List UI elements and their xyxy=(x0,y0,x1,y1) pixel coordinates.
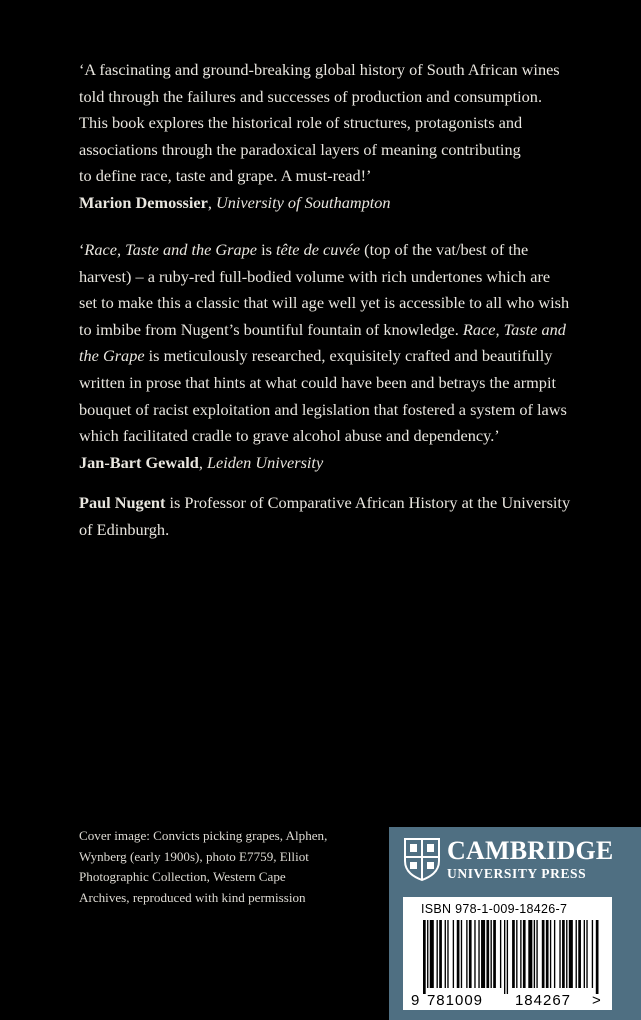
book-title: Race, Taste and xyxy=(462,319,566,339)
isbn-text: ISBN 978-1-009-18426-7 xyxy=(421,902,568,916)
barcode-bar xyxy=(445,920,446,988)
quote-2-line: written in prose that hints at what could have been and betrays the armpit xyxy=(79,372,556,392)
open-quote-mark: ‘ xyxy=(79,240,85,259)
bio-line xyxy=(79,490,599,517)
barcode-bar xyxy=(500,920,501,988)
quote-2-attribution: Jan-Bart Gewald, Leiden University xyxy=(79,452,324,472)
quote-2-affiliation: Leiden University xyxy=(206,452,324,472)
barcode-bar xyxy=(481,920,485,988)
barcode-bars xyxy=(423,920,599,994)
barcode-bar xyxy=(592,920,593,988)
quote-2-line xyxy=(79,343,599,370)
quote-2-author: Jan-Bart Gewald xyxy=(79,452,199,472)
barcode-bar xyxy=(550,920,551,988)
credit-line: Cover image: Convicts picking grapes, Alphen, xyxy=(79,828,328,843)
quote-1-author: Marion Demossier xyxy=(79,192,208,212)
cambridge-crest-icon xyxy=(403,837,441,881)
credit-line: Archives, reproduced with kind permission xyxy=(79,889,306,905)
barcode-bar xyxy=(569,920,573,988)
barcode-graphic xyxy=(409,920,609,1008)
barcode-bar xyxy=(491,920,492,988)
barcode-bar xyxy=(536,920,537,988)
barcode-bar xyxy=(534,920,535,988)
cover-image-credit xyxy=(79,826,379,908)
barcode-bar xyxy=(478,920,479,988)
quote-2-line: bouquet of racist exploitation and legislation that fostered a system of laws xyxy=(79,399,567,419)
barcode-bar xyxy=(546,920,549,988)
barcode-bar xyxy=(566,920,567,988)
barcode-bar xyxy=(507,920,508,994)
book-title: the Grape xyxy=(79,346,145,366)
barcode-bar xyxy=(542,920,545,988)
barcode-bar xyxy=(586,920,587,988)
publisher-name-line-2: UNIVERSITY PRESS xyxy=(447,866,587,881)
quote-1-line: associations through the paradoxical layers of meaning contributing xyxy=(79,139,521,159)
barcode-bar xyxy=(576,920,577,988)
barcode-bar xyxy=(461,920,462,988)
barcode-bar xyxy=(447,920,448,988)
barcode-bar xyxy=(430,920,434,988)
barcode-bar xyxy=(474,920,475,988)
quote-1-line: This book explores the historical role of structures, protagonists and xyxy=(79,113,523,133)
quote-2-line: set to make this a classic that will age well yet is accessible to all who wish xyxy=(79,293,570,313)
quote-1-affiliation: University of Southampton xyxy=(216,192,391,212)
credit-line: Photographic Collection, Western Cape xyxy=(79,869,286,884)
quote-2-line xyxy=(79,317,599,344)
barcode-bar xyxy=(486,920,489,988)
publisher-panel xyxy=(389,827,641,1020)
barcode-bar xyxy=(512,920,515,988)
author-bio xyxy=(79,490,599,543)
quote-2-line: which facilitated cradle to grave alcohol abuse and dependency.’ xyxy=(79,426,500,446)
publisher-name-line-1: CAMBRIDGE xyxy=(447,836,614,865)
author-name: Paul Nugent xyxy=(79,493,166,512)
bio-line: of Edinburgh. xyxy=(79,519,170,539)
barcode-bar xyxy=(423,920,426,994)
barcode-bar xyxy=(457,920,460,988)
barcode-bar xyxy=(437,920,438,988)
quote-1-line: ‘A fascinating and ground-breaking global history of South African wines xyxy=(79,60,560,79)
barcode-bar xyxy=(427,920,428,988)
isbn-barcode xyxy=(403,897,612,1010)
barcode-digits-left: 781009 xyxy=(426,992,484,1008)
barcode-bar xyxy=(516,920,517,988)
barcode-bar xyxy=(578,920,581,988)
quote-2-text: to imbibe from Nugent’s bountiful fountain of knowledge. xyxy=(79,319,463,339)
barcode-bar xyxy=(439,920,442,988)
barcode-bar xyxy=(559,920,560,988)
barcode-bar xyxy=(596,920,599,994)
barcode-digit-first: 9 xyxy=(411,992,420,1008)
barcode-bar xyxy=(562,920,565,988)
barcode-digits-right: 184267 xyxy=(514,992,572,1008)
french-phrase: tête de cuvée xyxy=(276,240,361,259)
quote-2-text: is xyxy=(257,240,277,259)
endorsement-quote-2 xyxy=(79,237,599,476)
barcode-bar xyxy=(493,920,496,988)
barcode-bar xyxy=(528,920,532,988)
barcode-bar xyxy=(466,920,467,988)
barcode-bar xyxy=(584,920,585,988)
barcode-bar xyxy=(504,920,505,994)
quote-1-line: told through the failures and successes of production and consumption. xyxy=(79,86,543,106)
credit-line: Wynberg (early 1900s), photo E7759, Elliot xyxy=(79,848,309,864)
barcode-bar xyxy=(453,920,454,988)
barcode-bar xyxy=(520,920,521,988)
book-title: Race, Taste and the Grape xyxy=(84,240,258,259)
barcode-bar xyxy=(523,920,526,988)
bio-text: is Professor of Comparative African History at the University xyxy=(165,493,571,512)
barcode-bar xyxy=(469,920,472,988)
quote-2-line: harvest) – a ruby-red full-bodied volume with rich undertones which are xyxy=(79,266,551,286)
endorsement-quote-1 xyxy=(79,57,599,217)
quote-1-line: to define race, taste and grape. A must-read!’ xyxy=(79,166,372,186)
quote-2-text: (top of the vat/best of the xyxy=(360,240,529,259)
quote-2-text: is meticulously researched, exquisitely crafted and beautifully xyxy=(144,346,553,366)
barcode-end-mark: > xyxy=(592,992,601,1008)
publisher-name xyxy=(447,837,639,882)
quote-2-line xyxy=(79,237,599,264)
barcode-bar xyxy=(554,920,555,988)
quote-1-attribution: Marion Demossier, University of Southampton xyxy=(79,192,391,212)
